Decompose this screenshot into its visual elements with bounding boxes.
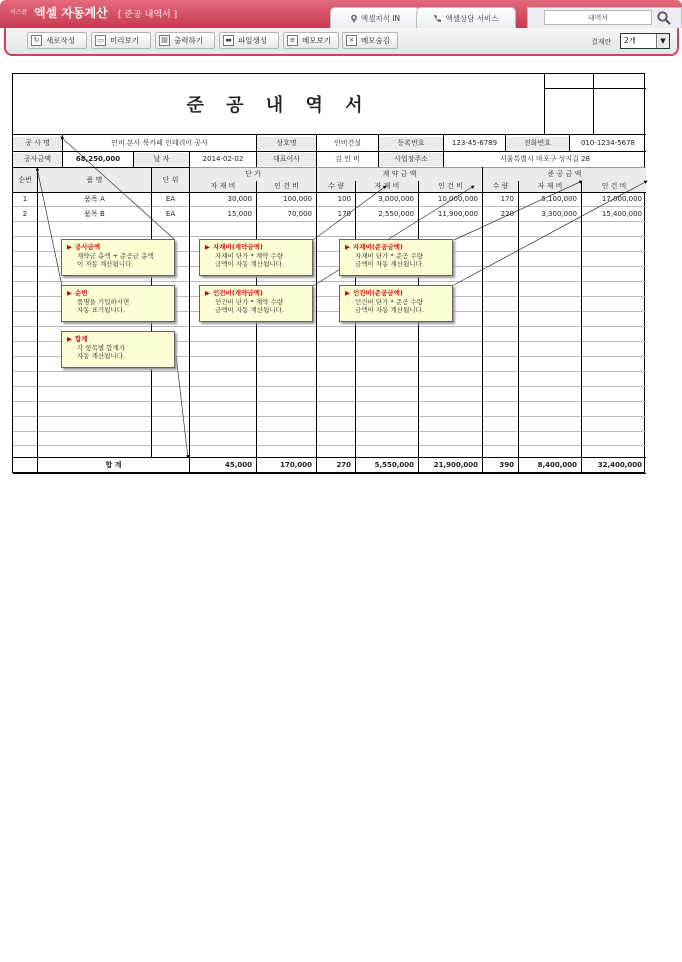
material-price-cell[interactable]: 15,000	[227, 210, 252, 218]
header-unit-price: 단 가	[190, 168, 316, 181]
show-memo-button[interactable]	[283, 32, 339, 49]
memo-line: 금액이 자동 계산됩니다.	[215, 306, 284, 314]
memo-line: 품명을 기입하시면	[77, 297, 130, 306]
memo-title: 합계	[75, 335, 88, 343]
triangle-right-icon: ▶	[345, 243, 350, 251]
brand-small: 비즈폼	[10, 9, 28, 16]
unit-cell[interactable]: EA	[165, 195, 176, 203]
label-date: 날 자	[134, 153, 189, 166]
memo-line: 금액이 자동 계산됩니다.	[215, 260, 284, 268]
row-no: 1	[22, 195, 28, 203]
memo-line: 자재비 단가 * 준공 수량	[355, 251, 424, 260]
search-input[interactable]	[544, 10, 652, 25]
header-material: 자 재 비	[190, 181, 256, 192]
completion-qty-cell[interactable]: 170	[500, 195, 514, 203]
brand-title: 엑셀 자동계산	[34, 6, 108, 20]
contract-labor-cell: 10,000,000	[437, 195, 478, 203]
header-labor: 인 건 비	[419, 181, 482, 192]
memo-title: 순번	[75, 289, 88, 297]
memo-material-completion	[339, 239, 453, 276]
memo-row-number	[61, 285, 175, 322]
tab-label: 엑셀지식 IN	[360, 13, 401, 23]
row-no: 2	[22, 210, 28, 218]
triangle-right-icon: ▶	[205, 243, 210, 251]
header-labor: 인 건 비	[257, 181, 316, 192]
top-bar	[0, 0, 682, 28]
page-title: 준 공 내 역 서	[186, 95, 371, 116]
label-tel: 전화번호	[506, 137, 569, 150]
button-label: 메모보기	[302, 36, 331, 45]
completion-material-cell: 5,100,000	[541, 195, 577, 203]
completion-labor-cell: 15,400,000	[601, 210, 642, 218]
memo-title: 인건비(준공금액)	[353, 289, 403, 297]
approval-count-select[interactable]	[620, 33, 670, 49]
triangle-right-icon: ▶	[67, 289, 72, 297]
memo-title: 자재비(계약금액)	[213, 243, 263, 251]
label-reg-no: 등록번호	[379, 137, 443, 150]
memo-project-amount	[61, 239, 175, 276]
memo-line: 금액이 자동 계산됩니다.	[355, 306, 424, 314]
label-project-amount: 공사금액	[13, 153, 62, 166]
memo-line: 이 자동 계산됩니다.	[77, 260, 134, 268]
ceo-field[interactable]: 김 인 비	[335, 155, 360, 163]
hide-memo-button[interactable]	[342, 32, 398, 49]
memo-total	[61, 331, 175, 368]
refresh-icon: ↻	[31, 35, 42, 46]
triangle-right-icon: ▶	[67, 243, 72, 251]
memo-line: 금액이 자동 계산됩니다.	[355, 260, 424, 268]
folder-icon: ▬	[223, 35, 234, 46]
unit-cell[interactable]: EA	[165, 210, 176, 218]
header-contract-amount: 계 약 금 액	[317, 168, 482, 181]
memo-line: 자동 표기됩니다.	[77, 306, 126, 314]
button-label: 출력하기	[174, 36, 203, 45]
button-label: 메모숨김	[361, 36, 390, 45]
button-label: 새로작성	[46, 36, 75, 45]
item-name-cell[interactable]: 품목 A	[84, 195, 105, 203]
completion-material-cell: 3,300,000	[541, 210, 577, 218]
monitor-icon: ▭	[95, 35, 106, 46]
toolbar	[4, 28, 679, 56]
doc-title: [ 준공 내역서 ]	[118, 10, 178, 20]
map-pin-icon	[350, 14, 358, 23]
tab-excel-consult[interactable]	[416, 7, 516, 28]
tel-field[interactable]: 010-1234-5678	[580, 139, 636, 147]
total-contract-material: 5,550,000	[374, 461, 414, 469]
company-field[interactable]: 인비건설	[333, 139, 362, 147]
memo-line: 계약금 총액 + 준공금 총액	[77, 251, 154, 260]
memo-line: 인건비 단가 * 계약 수량	[215, 297, 284, 306]
memo-icon: ≡	[287, 35, 298, 46]
triangle-right-icon: ▶	[345, 289, 350, 297]
contract-qty-cell[interactable]: 170	[337, 210, 351, 218]
labor-price-cell[interactable]: 100,000	[283, 195, 312, 203]
memo-title: 자재비(준공금액)	[353, 243, 403, 251]
search-icon[interactable]	[656, 10, 672, 26]
search-area	[527, 7, 682, 28]
project-amount-value: 68,250,000	[75, 155, 121, 163]
header-item: 품 명	[38, 168, 151, 192]
total-completion-labor: 32,400,000	[597, 461, 642, 469]
total-completion-qty: 390	[499, 461, 514, 469]
material-price-cell[interactable]: 30,000	[227, 195, 252, 203]
memo-line: 각 항목별 합계가	[77, 343, 126, 352]
header-qty: 수 량	[483, 181, 518, 192]
contract-labor-cell: 11,900,000	[437, 210, 478, 218]
contract-material-cell: 3,000,000	[378, 195, 414, 203]
date-field[interactable]: 2014-02-02	[202, 155, 244, 163]
total-contract-labor: 21,900,000	[433, 461, 478, 469]
memo-line: 인건비 단가 * 준공 수량	[355, 297, 424, 306]
contract-qty-cell[interactable]: 100	[337, 195, 351, 203]
memo-material-contract	[199, 239, 313, 276]
total-contract-qty: 270	[336, 461, 351, 469]
memo-labor-completion	[339, 285, 453, 322]
button-label: 파일생성	[238, 36, 267, 45]
header-material: 자 재 비	[356, 181, 418, 192]
labor-price-cell[interactable]: 70,000	[287, 210, 312, 218]
print-icon: ▤	[159, 35, 170, 46]
label-address: 사업장주소	[379, 153, 443, 166]
completion-labor-cell: 17,000,000	[601, 195, 642, 203]
button-label: 미리보기	[110, 36, 139, 45]
address-field[interactable]: 서울특별시 마포구 성지길 28	[500, 155, 590, 163]
label-project-name: 공 사 명	[13, 137, 62, 150]
memo-hide-icon: ×	[346, 35, 357, 46]
project-name-field[interactable]: 인비 본사 북카페 인테리어 공사	[111, 139, 208, 147]
create-file-button[interactable]	[219, 32, 279, 49]
header-qty: 수 량	[317, 181, 355, 192]
contract-material-cell: 2,550,000	[378, 210, 414, 218]
header-unit: 단 위	[152, 168, 189, 192]
memo-title: 인건비(계약금액)	[213, 289, 263, 297]
memo-line: 자재비 단가 * 계약 수량	[215, 251, 284, 260]
label-ceo: 대표이사	[257, 153, 316, 166]
header-no: 순번	[13, 168, 37, 192]
memo-title: 공사금액	[75, 243, 101, 251]
tab-label: 엑셀상담 서비스	[445, 13, 499, 23]
label-company: 상호명	[257, 137, 316, 150]
memo-labor-contract	[199, 285, 313, 322]
triangle-right-icon: ▶	[205, 289, 210, 297]
total-labor-price: 170,000	[280, 461, 312, 469]
memo-line: 자동 계산됩니다.	[77, 352, 126, 360]
header-material: 자 재 비	[519, 181, 581, 192]
preview-button[interactable]	[91, 32, 151, 49]
header-labor: 인 건 비	[582, 181, 646, 192]
total-label: 합 계	[105, 461, 122, 469]
item-name-cell[interactable]: 품목 B	[84, 210, 105, 218]
total-material-price: 45,000	[224, 461, 252, 469]
chevron-down-icon: ▼	[656, 34, 669, 48]
approval-count-label: 결재란	[591, 38, 612, 46]
total-completion-material: 8,400,000	[537, 461, 577, 469]
phone-icon	[433, 14, 442, 23]
triangle-right-icon: ▶	[67, 335, 72, 343]
tab-excel-knowledge[interactable]	[330, 7, 420, 28]
select-value: 2개	[624, 36, 637, 45]
new-button[interactable]	[27, 32, 87, 49]
print-button[interactable]	[155, 32, 215, 49]
completion-qty-cell[interactable]: 220	[500, 210, 514, 218]
header-completion-amount: 준 공 금 액	[483, 168, 646, 181]
reg-no-field[interactable]: 123-45-6789	[451, 139, 498, 147]
